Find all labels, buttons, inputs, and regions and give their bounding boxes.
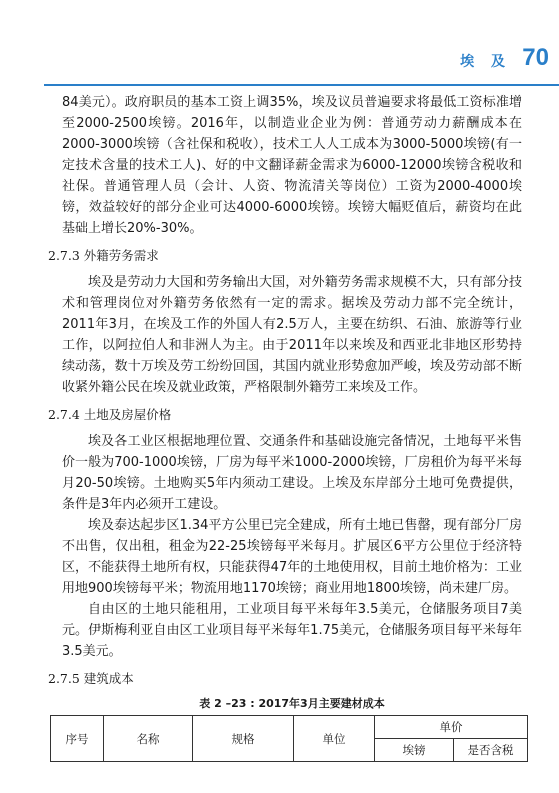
column-header-unit: 单位 [294, 716, 375, 762]
section-heading: 2.7.5 建筑成本 [48, 671, 134, 686]
column-header-tax-included: 是否含税 [454, 739, 528, 762]
column-header-index: 序号 [51, 716, 104, 762]
materials-cost-table [50, 715, 528, 762]
body-paragraph: 埃及泰达起步区1.34平方公里已完全建成，所有土地已售罄，现有部分厂房不出售，仅出租，租金为22-25埃镑每平米每月。扩展区6平方公里位于经济特区，不能获得土地所有权，只能获得47年的土地使用权，目前土地价格为：工业用地900埃镑每平米；物流用地1170埃镑；商业用地1800埃镑，尚未建厂房。 [62, 518, 522, 596]
column-header-name: 名称 [104, 716, 193, 762]
page-number: 70 [522, 44, 549, 71]
running-header: 埃 及 [460, 54, 511, 70]
column-header-price: 单价 [375, 716, 528, 739]
page-body [48, 92, 522, 762]
column-header-spec: 规格 [193, 716, 294, 762]
body-paragraph: 埃及是劳动力大国和劳务输出大国，对外籍劳务需求规模不大，只有部分技术和管理岗位对外籍劳务依然有一定的需求。据埃及劳动力部不完全统计，2011年3月，在埃及工作的外国人有2.5万人，主要在纺织、石油、旅游等行业工作，以阿拉伯人和非洲人为主。由于2011年以来埃及和西亚北非地区形势持续动荡，数十万埃及劳工纷纷回国，其国内就业形势愈加严峻，埃及劳动部不断收紧外籍公民在埃及就业政策，严格限制外籍劳工来埃及工作。 [62, 275, 522, 395]
table-caption: 表 2 –23 : 2017年3月主要建材成本 [199, 697, 385, 710]
body-paragraph: 埃及各工业区根据地理位置、交通条件和基础设施完备情况，土地每平米售价一般为700-1000埃镑，厂房为每平米1000-2000埃镑，厂房租价为每平米每月20-50埃镑。土地购买5年内须动工建设。上埃及东岸部分土地可免费提供，条件是3年内必须开工建设。 [62, 434, 522, 512]
column-header-price-egp: 埃镑 [375, 739, 454, 762]
section-heading: 2.7.3 外籍劳务需求 [48, 248, 159, 263]
header-rule [44, 84, 559, 86]
section-heading: 2.7.4 土地及房屋价格 [48, 407, 172, 422]
body-paragraph: 自由区的土地只能租用，工业项目每平米每年3.5美元，仓储服务项目7美元。伊斯梅利亚自由区工业项目每平米每年1.75美元，仓储服务项目每平米每年3.5美元。 [62, 602, 522, 659]
body-paragraph: 84美元）。政府职员的基本工资上调35%，埃及议员普遍要求将最低工资标准增至2000-2500埃镑。2016年，以制造业企业为例：普通劳动力薪酬成本在2000-3000埃镑（含社保和税收），技术工人人工成本为3000-5000埃镑(有一定技术含量的技术工人)、好的中文翻译薪金需求为6000-12000埃镑含税收和社保。普通管理人员（会计、人资、物流清关等岗位）工资为2000-4000埃镑，效益较好的部分企业可达4000-6000埃镑。埃镑大幅贬值后，薪资均在此基础上增长20%-30%。 [62, 95, 522, 236]
